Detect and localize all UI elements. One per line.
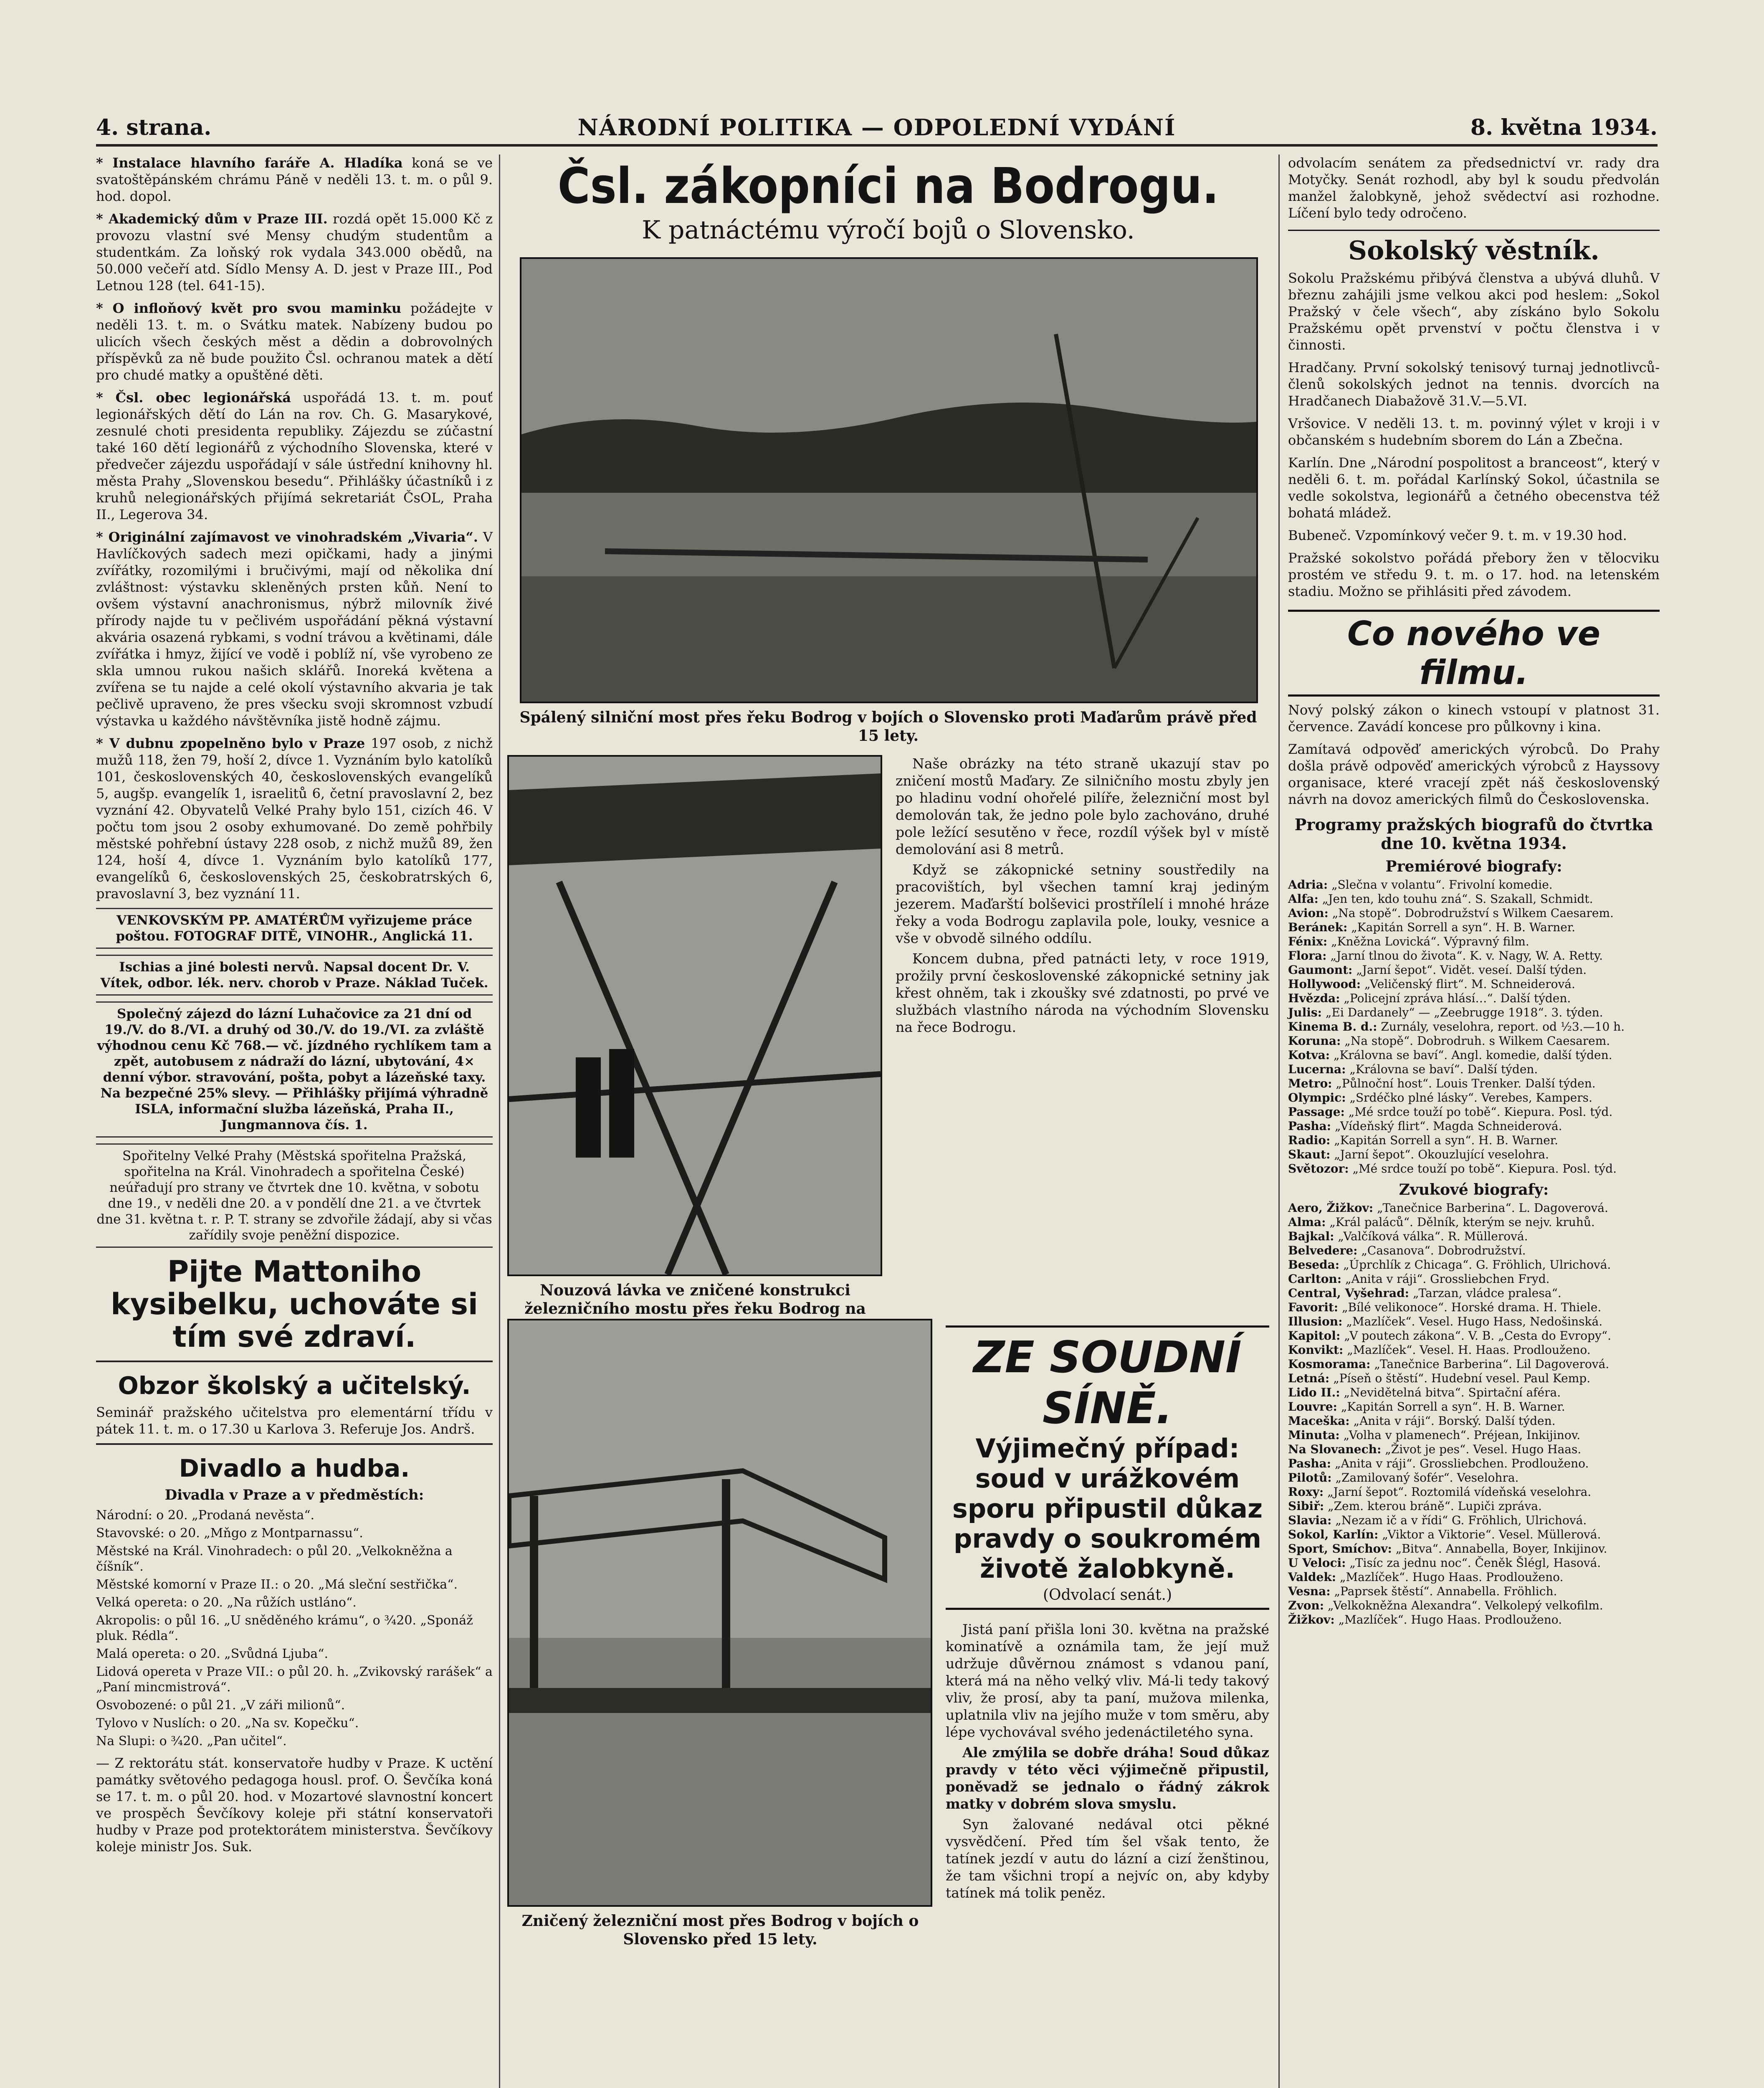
cinema-name: Passage:: [1288, 1105, 1345, 1119]
cinema-film: „Velkokněžna Alexandra“. Velkolepý velkofilm.: [1327, 1599, 1603, 1612]
cinema-listing: [1288, 1542, 1660, 1556]
cinema-listing: [1288, 892, 1660, 906]
cinema-name: Minuta:: [1288, 1428, 1340, 1442]
cinema-name: Slavia:: [1288, 1513, 1332, 1527]
cinema-name: Lido II.:: [1288, 1386, 1340, 1399]
cinema-film: „Tanečnice Barberina“. L. Dagoverová.: [1377, 1201, 1608, 1215]
cinema-name: Maceška:: [1288, 1414, 1350, 1428]
cinema-listing: [1288, 1258, 1660, 1272]
photo-image: [509, 1320, 931, 1905]
cinema-listing: [1288, 1229, 1660, 1244]
cinema-film: Zurnály, veselohra, report. od ½3.—10 h.: [1381, 1020, 1625, 1034]
cinema-film: „Král paláců“. Dělník, kterým se nejv. kruhů.: [1329, 1215, 1595, 1229]
cinema-listing: [1288, 1133, 1660, 1148]
notice: * V dubnu zpopelněno bylo v Praze 197 osob, z nichž mužů 118, žen 79, hoší 2, dívce 1. Vyznáním bylo katolíků 101, československých 40, československých evangelíků 5, augšp. evangelík 1, israelitů 6, četní pravoslavní 2, bez vyznání 42. Obyvatelů Velké Prahy bylo 151, cizích 46. V počtu tom jsou 2 osoby exhumované. Do země pohřbily městské pohřební ústavy 228 osob, z nichž mužů 89, žen 124, hoší 4, dívce 1. Vyznáním bylo katolíků 177, evangelíků 6, československých 25, českobratrských 6, pravoslavní 3, bez vyznání 11.: [96, 735, 493, 902]
cinema-listing: [1288, 1020, 1660, 1034]
court-subtitle: (Odvolací senát.): [1043, 1586, 1172, 1604]
cinema-name: Hollywood:: [1288, 977, 1361, 991]
sokol-paragraph: Vršovice. V neděli 13. t. m. povinný výlet v kroji i v občanském s hudebním sborem do Lán a Zbečna.: [1288, 416, 1660, 448]
classified-ad: Ischias a jiné bolesti nervů. Napsal docent Dr. V. Vítek, odbor. lék. nerv. chorob v Praze. Náklad Tuček.: [96, 955, 493, 996]
cinema-name: Bajkal:: [1288, 1229, 1334, 1243]
cinema-film: „Viktor a Viktorie“. Vesel. Müllerová.: [1382, 1528, 1601, 1541]
cinema-film: „Mazlíček“. Hugo Haas. Prodlouženo.: [1338, 1613, 1562, 1627]
cinema-listing: [1288, 935, 1660, 949]
cinema-film: „Volha v plamenech“. Préjean, Inkijinov.: [1343, 1428, 1581, 1442]
cinema-listing: [1288, 1428, 1660, 1442]
photo-footbridge: [507, 755, 882, 1276]
cinema-name: Žižkov:: [1288, 1613, 1335, 1627]
cinema-film: „Mazlíček“. Vesel. H. Haas. Prodlouženo.: [1347, 1343, 1591, 1357]
cinema-film: „Zem. kterou bráně“. Lupiči zpráva.: [1328, 1499, 1542, 1513]
notice: * Akademický dům v Praze III. rozdá opět 15.000 Kč z provozu vlastní své Mensy chudým studentům a studentkám. Za loňský rok vydala 343.000 obědů, na 50.000 večeří atd. Sídlo Mensy A. D. jest v Praze III., Pod Letnou 128 (tel. 641-15).: [96, 211, 493, 294]
cinema-listing: [1288, 1077, 1660, 1091]
classified-ad: Společný zájezd do lázní Luhačovice za 21 dní od 19./V. do 8./VI. a druhý od 30./V. do 19./VI. za zvláště výhodnou cenu Kč 768.— vč. jízdného rychlíkem tam a zpět, autobusem z nádraží do lázní, ubytování, 4× denní výbor. stravování, pošta, pobyt a lázeňské taxy. Na bezpečné 25% slevy. — Přihlášky přijímá výhradně ISLA, informační služba lázeňská, Praha II., Jungmannova čís. 1.: [96, 1001, 493, 1138]
center-column: [507, 155, 1269, 2088]
cinema-listing: [1288, 1513, 1660, 1528]
cinema-listing: [1288, 1414, 1660, 1428]
column-divider: [1278, 155, 1280, 2088]
notice: * Čsl. obec legionářská uspořádá 13. t. m. pouť legionářských dětí do Lán na rov. Ch. G. Masarykové, zesnulé choti presidenta republiky. Zájezdu se zúčastní také 160 dětí legionářů z východního Slovenska, které v předvečer zájezdu uspořádají v sále ústřední knihovny hl. města Prahy „Slovenskou besedu“. Přihlášky účastníků i z kruhů nelegionářských přijímá sekretariát ČsOL, Praha II., Legerova 34.: [96, 390, 493, 522]
cinema-film: „Nezam ič a v řídi“ G. Fröhlich, Ulrichová.: [1335, 1513, 1587, 1527]
cinema-film: „Jarní tlnou do života“. K. v. Nagy, W. A. Retty.: [1330, 949, 1603, 963]
theatre-entry: Lidová opereta v Praze VII.: o půl 20. h. „Zvikovský rarášek“ a „Paní mincmistrová“.: [96, 1665, 493, 1695]
cinema-listing: [1288, 1485, 1660, 1499]
cinema-listing: [1288, 1162, 1660, 1176]
theatre-subtitle: Divadla v Praze a v předměstích:: [165, 1487, 424, 1503]
premiere-cinemas-title: Premiérové biografy:: [1385, 858, 1562, 875]
cinema-film: „Na stopě“. Dobrodružství s Wilkem Caesarem.: [1332, 906, 1614, 920]
notice: * O infloňový květ pro svou maminku požádejte v neděli 13. t. m. o Svátku matek. Nabízeny budou po ulicích všech českých měst a dědin a dobrovolných příspěvků za ně bude použito Čsl. ochranou matek a dětí pro chudé matky a opuštěné děti.: [96, 300, 493, 383]
cinema-film: „Jarní šepot“. Roztomilá vídeňská veselohra.: [1327, 1485, 1592, 1499]
theatre-entry: Národní: o 20. „Prodaná nevěsta“.: [96, 1508, 315, 1523]
cinema-film: „Tarzan, vládce pralesa“.: [1412, 1286, 1562, 1300]
page-number: 4. strana.: [96, 115, 212, 140]
cinema-listing: [1288, 1386, 1660, 1400]
cinema-name: Metro:: [1288, 1077, 1332, 1090]
cinema-film: „Bílé velikonoce“. Horské drama. H. Thiele.: [1342, 1300, 1602, 1314]
theatre-entry: Osvobozené: o půl 21. „V záři milionů“.: [96, 1698, 345, 1713]
cinema-film: „Jarní šepot“. Okouzlující veselohra.: [1334, 1148, 1549, 1161]
sound-cinemas-title: Zvukové biografy:: [1399, 1181, 1549, 1199]
cinema-name: Kinema B. d.:: [1288, 1020, 1377, 1034]
issue-date: 8. května 1934.: [1470, 115, 1658, 140]
cinema-name: Roxy:: [1288, 1485, 1324, 1499]
cinema-name: Radio:: [1288, 1133, 1331, 1147]
court-section-title: ZE SOUDNÍ SÍNĚ.: [973, 1332, 1242, 1434]
mattoni-ad: Pijte Mattoniho kysibelku, uchováte si tím své zdraví.: [111, 1254, 478, 1354]
sokol-paragraph: Pražské sokolstvo pořádá přebory žen v tělocviku prostém ve středu 9. t. m. o 17. hod. na letenském stadiu. Možno se přihlásiti před závodem.: [1288, 550, 1660, 599]
photo1-caption: Spálený silniční most přes řeku Bodrog v bojích o Slovensko proti Maďarům právě před 15 lety.: [519, 709, 1257, 745]
cinema-film: „Anita v ráji“. Borský. Další týden.: [1353, 1414, 1556, 1428]
photo-image: [509, 757, 881, 1275]
cinema-film: „Mé srdce touží po tobě“. Kiepura. Posl. týd.: [1348, 1105, 1613, 1119]
cinema-name: Kotva:: [1288, 1048, 1330, 1062]
theatre-entry: Na Slupi: o ¾20. „Pan učitel“.: [96, 1734, 287, 1748]
cinema-listing: [1288, 1329, 1660, 1343]
cinema-name: Flora:: [1288, 949, 1327, 963]
cinema-name: Belvedere:: [1288, 1244, 1358, 1257]
film-paragraph: Zamítavá odpověď amerických výrobců. Do Prahy došla právě odpověď amerických výrobců z Hayssovy organisace, které vracejí zpět náš československý návrh na dovoz amerických filmů do Československa.: [1288, 741, 1660, 807]
cinema-name: Alma:: [1288, 1215, 1326, 1229]
cinema-listing: [1288, 1244, 1660, 1258]
sound-cinema-list: [1288, 1201, 1660, 1627]
left-column: [96, 155, 493, 1861]
film-section-title: Co nového ve filmu.: [1288, 610, 1660, 697]
cinema-film: „Kapitán Sorrell a syn“. H. B. Warner.: [1351, 920, 1576, 934]
cinema-listing: [1288, 1528, 1660, 1542]
cinema-film: „Ei Dardanely“ — „Zeebrugge 1918“. 3. týden.: [1325, 1006, 1603, 1019]
cinema-name: Na Slovanech:: [1288, 1442, 1382, 1456]
notice: * Instalace hlavního faráře A. Hladíka koná se ve svatoštěpánském chrámu Páně v neděli 13. t. m. o půl 9. hod. dopol.: [96, 155, 493, 204]
cinema-listing: [1288, 949, 1660, 963]
cinema-name: Skaut:: [1288, 1148, 1331, 1161]
cinema-name: Sibiř:: [1288, 1499, 1324, 1513]
cinema-listing: [1288, 1357, 1660, 1371]
school-section-title: Obzor školský a učitelský.: [118, 1371, 471, 1400]
cinema-name: Louvre:: [1288, 1400, 1337, 1414]
cinema-name: Beseda:: [1288, 1258, 1340, 1272]
cinema-listing: [1288, 920, 1660, 935]
theatre-entry: Městské komorní v Praze II.: o 20. „Má sleční sestřička“.: [96, 1577, 458, 1592]
cinema-film: „Na stopě“. Dobrodruh. s Wilkem Caesarem.: [1344, 1034, 1610, 1048]
cinema-listing: [1288, 1400, 1660, 1414]
cinema-listing: [1288, 963, 1660, 977]
theatre-entry: Tylovo v Nuslích: o 20. „Na sv. Kopečku“.: [96, 1716, 359, 1731]
cinema-name: Kosmorama:: [1288, 1357, 1371, 1371]
cinema-film: „Anita v ráji“. Grossliebchen. Prodlouženo.: [1334, 1457, 1589, 1470]
cinema-film: „Anita v ráji“. Grossliebchen Fryd.: [1345, 1272, 1550, 1286]
cinema-name: Adria:: [1288, 878, 1328, 892]
cinema-film: „Valčíková válka“. R. Müllerová.: [1338, 1229, 1528, 1243]
cinema-film: „Královna se baví“. Další týden.: [1349, 1062, 1538, 1076]
premiere-cinema-list: [1288, 878, 1660, 1176]
cinema-name: Illusion:: [1288, 1315, 1343, 1328]
cinema-listing: [1288, 1286, 1660, 1300]
divider: [96, 1443, 493, 1445]
column-divider: [499, 155, 500, 2088]
page-header: [96, 106, 1658, 147]
main-headline: Čsl. zákopníci na Bodrogu.: [557, 157, 1219, 215]
cinema-name: U Veloci:: [1288, 1556, 1346, 1570]
photo-destroyed-rail-bridge: [507, 1319, 932, 1907]
cinema-film: „Zamilovaný šofér“. Veselohra.: [1335, 1471, 1519, 1485]
cinema-name: Pilotů:: [1288, 1471, 1332, 1485]
classified-ad: VENKOVSKÝM PP. AMATÉRŮM vyřizujeme práce poštou. FOTOGRAF DITĚ, VINOHR., Anglická 11.: [96, 908, 493, 949]
cinema-film: „Kapitán Sorrell a syn“. H. B. Warner.: [1341, 1400, 1565, 1414]
cinema-name: Hvězda:: [1288, 991, 1340, 1005]
notice: * Originální zajímavost ve vinohradském „Vivaria“. V Havlíčkových sadech mezi opičkami, hady a jinými zvířátky, rozomilými i bručivými, mají od několika dní zvláštnost: výstavku skleněných prsten kůň. Není to ovšem výstavní anachronismus, nýbrž milovník živé přírody najde tu v pečlivém uspořádání pěkná výstavní akvária osazená rybkami, s vodní trávou a květinami, dále zvířátka i hmyz, žijící ve vodě i poblíž ní, vše vyrobeno ze skla umnou rukou našich sklářů. Inoreká květena a zvířena se tu najde a celé okolí výstavního akvaria je tak pečlivě upraveno, že pres všecku svoji skromnost vzbudí výstavka u každého návštěvníka jistě hodně zájmu.: [96, 529, 493, 729]
main-subheadline: K patnáctému výročí bojů o Slovensko.: [642, 215, 1135, 245]
cinema-listing: [1288, 1034, 1660, 1048]
cinema-film: „Tanečnice Barberina“. Lil Dagoverová.: [1374, 1357, 1610, 1371]
cinema-name: Central, Vyšehrad:: [1288, 1286, 1410, 1300]
cinema-programme-title: Programy pražských biografů do čtvrtka dne 10. května 1934.: [1294, 815, 1653, 853]
cinema-film: „Královna se baví“. Angl. komedie, další týden.: [1333, 1048, 1612, 1062]
cinema-listing: [1288, 878, 1660, 892]
cinema-name: Pasha:: [1288, 1457, 1331, 1470]
cinema-listing: [1288, 1457, 1660, 1471]
cinema-film: „Mé srdce touží po tobě“. Kiepura. Posl. týd.: [1352, 1162, 1617, 1176]
cinema-listing: [1288, 1272, 1660, 1286]
cinema-film: „Paprsek štěstí“. Annabella. Fröhlich.: [1334, 1584, 1557, 1598]
cinema-film: „V poutech zákona“. V. B. „Cesta do Evropy“.: [1344, 1329, 1612, 1343]
cinema-film: „Život je pes“. Vesel. Hugo Haas.: [1385, 1442, 1582, 1456]
cinema-film: „Kněžna Lovická“. Výpravný film.: [1331, 935, 1529, 948]
cinema-film: „Jarní šepot“. Vidět. veseí. Další týden.: [1356, 963, 1587, 977]
court-headline: Výjimečný případ: soud v urážkovém sporu připustil důkaz pravdy o soukromém životě žalobkyně.: [952, 1433, 1263, 1584]
cinema-film: „Půlnoční host“. Louis Trenker. Další týden.: [1336, 1077, 1596, 1090]
cinema-name: Kapitol:: [1288, 1329, 1341, 1343]
cinema-listing: [1288, 1006, 1660, 1020]
cinema-listing: [1288, 977, 1660, 991]
photo-image: [521, 259, 1256, 702]
cinema-listing: [1288, 1442, 1660, 1457]
theatre-entry: Velká opereta: o 20. „Na růžích ustláno“.: [96, 1595, 357, 1610]
theatre-entry: Malá opereta: o 20. „Svůdná Ljuba“.: [96, 1647, 328, 1661]
sokol-paragraph: Karlín. Dne „Národní pospolitost a branceost“, který v neděli 6. t. m. pořádal Karlínský Sokol, účastnila se vedle sokolstva, legionářů a četného obecenstva též bohatá mládež.: [1288, 455, 1660, 521]
photo2-caption: Nouzová lávka ve zničené konstrukci železničního mostu přes řeku Bodrog na: [524, 1282, 866, 1318]
cinema-film: „Casanova“. Dobrodružství.: [1361, 1244, 1526, 1257]
cinema-name: Gaumont:: [1288, 963, 1353, 977]
cinema-listing: [1288, 1091, 1660, 1105]
photo3-caption: Zničený železniční most přes Bodrog v bojích o Slovensko před 15 lety.: [521, 1912, 919, 1948]
cinema-name: Valdek:: [1288, 1570, 1336, 1584]
cinema-film: „Bitva“. Annabella, Boyer, Inkijinov.: [1395, 1542, 1607, 1556]
cinema-film: „Vídeňský flirt“. Magda Schneiderová.: [1334, 1119, 1562, 1133]
cinema-name: Beránek:: [1288, 920, 1348, 934]
court-article: Jistá paní přišla loni 30. května na pražské kominatívě a oznámila tam, že její muž udržuje důvěrnou známost s vdanou paní, která má na něho velký vliv. Má-li tedy takový vliv, že prosí, aby ta paní, mužova milenka, uplatnila vliv na jejího muže v tom směru, aby lépe vychovával svého jedenáctiletého syna. Ale zmýlila se dobře dráha! Soud důkaz pravdy v této věci výjimečně připustil, poněvadž se jednalo o řádný zákrok matky v dobrém slova smyslu. Syn žalované nedával otci pěkné vysvědčení. Před tím šel však tento, že tatínek jezdí v autu do lázní a cizí ženštinou, že tam všichni tropí a nejvíc on, aby kdyby tatínek má tolik peněz.: [946, 1621, 1269, 1901]
cinema-name: Sport, Smíchov:: [1288, 1542, 1392, 1556]
cinema-film: „Jen ten, kdo touhu zná“. S. Szakall, Schmidt.: [1322, 892, 1593, 906]
cinema-name: Olympic:: [1288, 1091, 1346, 1105]
cinema-film: „Nevidětelná bitva“. Spirtační aféra.: [1344, 1386, 1561, 1399]
cinema-name: Alfa:: [1288, 892, 1319, 906]
cinema-film: „Srdéčko plné lásky“. Verebes, Kampers.: [1349, 1091, 1592, 1105]
cinema-listing: [1288, 1471, 1660, 1485]
cinema-listing: [1288, 906, 1660, 920]
film-paragraph: Nový polský zákon o kinech vstoupí v platnost 31. července. Zavádí koncese pro půlkovny i kina.: [1288, 702, 1660, 735]
cinema-listing: [1288, 991, 1660, 1006]
cinema-listing: [1288, 1201, 1660, 1215]
court-section: [946, 1325, 1269, 1610]
cinema-listing: [1288, 1570, 1660, 1584]
cinema-film: „Slečna v volantu“. Frivolní komedie.: [1331, 878, 1553, 892]
cinema-film: „Úprchlík z Chicaga“. G. Fröhlich, Ulrichová.: [1343, 1258, 1611, 1272]
school-notice: Seminář pražského učitelstva pro elementární třídu v pátek 11. t. m. o 17.30 u Karlova 3. Referuje Jos. Andrš.: [96, 1404, 493, 1437]
cinema-name: Pasha:: [1288, 1119, 1331, 1133]
cinema-name: Lucerna:: [1288, 1062, 1346, 1076]
cinema-film: „Mazlíček“. Vesel. Hugo Hass, Nedošinská.: [1346, 1315, 1603, 1328]
cinema-name: Carlton:: [1288, 1272, 1342, 1286]
theatre-section-title: Divadlo a hudba.: [179, 1454, 410, 1482]
theatre-entry: Stavovské: o 20. „Mňgo z Montparnassu“.: [96, 1526, 363, 1541]
cinema-listing: [1288, 1215, 1660, 1229]
cinema-listing: [1288, 1599, 1660, 1613]
newspaper-title: NÁRODNÍ POLITIKA — ODPOLEDNÍ VYDÁNÍ: [577, 114, 1176, 141]
cinema-listing: [1288, 1048, 1660, 1062]
cinema-name: Julis:: [1288, 1006, 1322, 1019]
cinema-listing: [1288, 1315, 1660, 1329]
cinema-listing: [1288, 1300, 1660, 1315]
cinema-name: Světozor:: [1288, 1162, 1349, 1176]
cinema-listing: [1288, 1119, 1660, 1133]
cinema-film: „Kapitán Sorrell a syn“. H. B. Warner.: [1334, 1133, 1559, 1147]
sokol-section-title: Sokolský věstník.: [1288, 230, 1660, 266]
cinema-name: Konvikt:: [1288, 1343, 1344, 1357]
cinema-listing: [1288, 1499, 1660, 1513]
divider: [96, 1361, 493, 1362]
cinema-name: Sokol, Karlín:: [1288, 1528, 1379, 1541]
cinema-film: „Policejní zpráva hlásí…“. Další týden.: [1344, 991, 1571, 1005]
right-column: [1288, 155, 1660, 1627]
cinema-name: Vesna:: [1288, 1584, 1331, 1598]
classified-ad: Spořitelny Velké Prahy (Městská spořitelna Pražská, spořitelna na Král. Vinohradech a spořitelna České) neúřadují pro strany ve čtvrtek dne 10. května, v sobotu dne 19., v neděli dne 20. a v pondělí dne 21. a ve čtvrtek dne 31. května t. r. P. T. strany se zdvořile žádají, aby si včas zařídily svoje peněžní dispozice.: [96, 1143, 493, 1248]
cinema-listing: [1288, 1062, 1660, 1077]
cinema-listing: [1288, 1556, 1660, 1570]
cinema-name: Fénix:: [1288, 935, 1328, 948]
cinema-listing: [1288, 1343, 1660, 1357]
cinema-film: „Veličenský flirt“. M. Schneiderová.: [1364, 977, 1575, 991]
cinema-listing: [1288, 1105, 1660, 1119]
cinema-name: Koruna:: [1288, 1034, 1341, 1048]
cinema-film: „Mazlíček“. Hugo Haas. Prodlouženo.: [1339, 1570, 1564, 1584]
cinema-listing: [1288, 1584, 1660, 1599]
cinema-name: Zvon:: [1288, 1599, 1324, 1612]
sokol-paragraph: Sokolu Pražskému přibývá členstva a ubývá dluhů. V březnu zahájili jsme velkou akci pod heslem: „Sokol Pražský v čele všech“, aby získáno bylo Sokolu Pražskému opět prvenství v počtu členstva i v činnosti.: [1288, 270, 1660, 353]
article-body: Naše obrázky na této straně ukazují stav po zničení mostů Maďary. Ze silničního mostu zbyly jen po hladinu vodní ohořelé pilíře, železniční most byl demolován tak, že jedno pole bylo zachováno, druhé pole ležící sesutěno v řece, rozdíl výšek byl v místě demolování asi 8 metrů. Když se zákopnické setniny soustředily na pracovištích, byl všechen tamní kraj jediným jezerem. Maďarští bolševici prostřílelí i mnohé hráze řeky a voda Bodrogu zaplavila pole, louky, vesnice a vše v obvodě silného oddílu. Koncem dubna, před patnácti lety, v roce 1919, prožily první československé zákopnické setniny jak křest ohněm, tak i zkoušky své zdatnosti, po prvé ve službách vlastního národa na východním Slovensku na řece Bodrogu.: [896, 755, 1269, 1035]
theatre-entry: Městské na Král. Vinohradech: o půl 20. „Velkokněžna a číšník“.: [96, 1544, 453, 1574]
cinema-name: Letná:: [1288, 1371, 1330, 1385]
sokol-paragraph: Bubeneč. Vzpomínkový večer 9. t. m. v 19.30 hod.: [1288, 527, 1627, 543]
cinema-listing: [1288, 1148, 1660, 1162]
theatre-entry: Akropolis: o půl 16. „U sněděného krámu“, o ¾20. „Sponáž pluk. Rédla“.: [96, 1613, 473, 1643]
conservatory-notice: — Z rektorátu stát. konservatoře hudby v Praze. K uctění památky světového pedagoga housl. prof. O. Ševčíka koná se 17. t. m. o půl 20. hod. v Mozartové slavnostní koncert ve prospěch Ševčíkovy koleje při státní konservatoři hudby v Praze pod protektorátem ministerstva. Ševčíkovy koleje ministr Jos. Suk.: [96, 1755, 493, 1855]
court-continuation: odvolacím senátem za předsednictví vr. rady dra Motyčky. Senát rozhodl, aby byl k soudu předvolán manžel žalobkyně, jehož svědectví asi rozhodne. Líčení bylo tedy odročeno.: [1288, 155, 1660, 221]
cinema-name: Avion:: [1288, 906, 1329, 920]
cinema-name: Favorit:: [1288, 1300, 1339, 1314]
cinema-name: Aero, Žižkov:: [1288, 1201, 1374, 1215]
sokol-paragraph: Hradčany. První sokolský tenisový turnaj jednotlivců-členů sokolských jednot na tennis. dvorcích na Hradčanech Diabažově 31.V.—5.VI.: [1288, 360, 1660, 409]
cinema-listing: [1288, 1613, 1660, 1627]
photo-burnt-road-bridge: [520, 257, 1258, 703]
cinema-film: „Tisíc za jednu noc“. Čeněk Šlégl, Hasová.: [1349, 1556, 1601, 1570]
cinema-listing: [1288, 1371, 1660, 1386]
cinema-film: „Píseň o štěstí“. Hudební vesel. Paul Kemp.: [1333, 1371, 1591, 1385]
